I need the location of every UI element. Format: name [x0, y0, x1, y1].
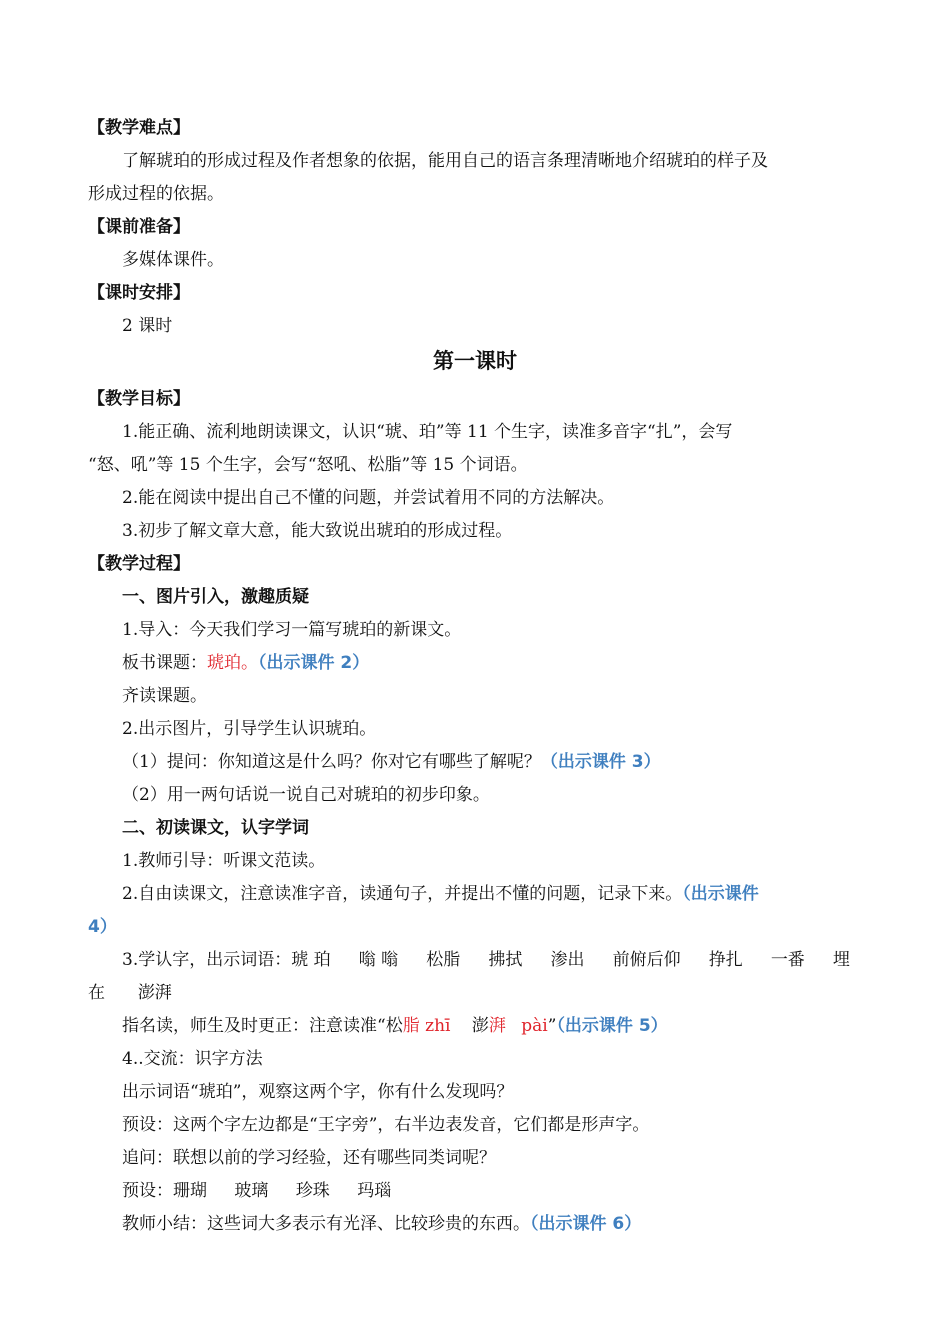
- board-title: 琥珀。: [207, 653, 258, 673]
- word: 挣扎: [708, 950, 743, 970]
- section-2-p4-e: [122, 1213, 641, 1235]
- difficulty-heading: 【教学难点】: [88, 118, 190, 138]
- section-1-read: 齐读课题。: [122, 686, 207, 706]
- pron-suffix: ”: [547, 1016, 557, 1036]
- word: 前俯后仰: [612, 950, 681, 970]
- courseware-ref-4-part1: （出示课件: [682, 884, 759, 904]
- section-1-q2: （2）用一两句话说一说自己对琥珀的初步印象。: [122, 785, 490, 805]
- lesson-title: 第一课时: [433, 349, 517, 373]
- courseware-ref-2: （出示课件 2）: [258, 653, 370, 673]
- section-1-intro: 1.导入：今天我们学习一篇写琥珀的新课文。: [122, 620, 462, 640]
- board-prefix: 板书课题：: [122, 653, 207, 673]
- goal-1-line1: 1.能正确、流利地朗读课文，认识“琥、珀”等 11 个生字，读准多音字“扎”，会写: [122, 422, 733, 442]
- prep-heading: 【课前准备】: [88, 217, 190, 237]
- section-2-p4: 4..交流：识字方法: [122, 1049, 263, 1069]
- pron-pinyin-1: zhī: [425, 1016, 451, 1036]
- section-2-p2: [122, 883, 759, 905]
- section-2-p1: 1.教师引导：听课文范读。: [122, 851, 326, 871]
- word: 玛瑙: [357, 1181, 392, 1201]
- courseware-ref-3: （出示课件 3）: [540, 752, 661, 772]
- section-1-board: [122, 652, 369, 674]
- pron-pinyin-2: pài: [521, 1016, 548, 1036]
- schedule-heading: 【课时安排】: [88, 283, 190, 303]
- word: 玻璃: [234, 1181, 269, 1201]
- section-1-q1: [122, 751, 661, 773]
- goal-1-line2: “怒、吼”等 15 个生字，会写“怒吼、松脂”等 15 个词语。: [88, 455, 528, 475]
- word: 埋: [832, 950, 850, 970]
- section-2-p3: [122, 949, 850, 971]
- courseware-ref-4-part2: 4）: [88, 917, 117, 937]
- word: 珍珠: [295, 1181, 330, 1201]
- section-2-p4-d: [122, 1180, 391, 1202]
- section-2-p4-a: 出示词语“琥珀”，观察这两个字，你有什么发现吗？: [122, 1082, 514, 1102]
- word: 在: [88, 983, 105, 1003]
- section-2-heading: 二、初读课文，认字学词: [122, 818, 309, 838]
- difficulty-text-line2: 形成过程的依据。: [88, 184, 224, 204]
- schedule-text: 2 课时: [122, 316, 173, 336]
- goal-2: 2.能在阅读中提出自己不懂的问题，并尝试着用不同的方法解决。: [122, 488, 615, 508]
- p2-text: 2.自由读课文，注意读准字音，读通句子，并提出不懂的问题，记录下来。: [122, 884, 683, 904]
- word: 澎湃: [137, 983, 172, 1003]
- pron-char-1: 脂: [402, 1016, 420, 1036]
- section-2-p4-b: 预设：这两个字左边都是“王字旁”，右半边表发音，它们都是形声字。: [122, 1115, 650, 1135]
- word: 琥 珀: [291, 950, 331, 970]
- word: 松脂: [426, 950, 461, 970]
- word: 拂拭: [488, 950, 523, 970]
- goals-heading: 【教学目标】: [88, 389, 190, 409]
- p3-prefix: 3.学认字，出示词语：: [122, 950, 292, 970]
- section-2-pronunciation: [122, 1015, 668, 1037]
- word-list-line2: [88, 982, 172, 1004]
- pron-prefix: 指名读，师生及时更正：注意读准“松: [122, 1016, 403, 1036]
- word-list-line1: [291, 949, 850, 971]
- pron-char-2: 湃: [488, 1016, 506, 1036]
- section-2-p4-c: 追问：联想以前的学习经验，还有哪些同类词呢？: [122, 1148, 496, 1168]
- section-1-heading: 一、图片引入，激趣质疑: [122, 587, 309, 607]
- prep-text: 多媒体课件。: [122, 250, 224, 270]
- difficulty-text-line1: 了解琥珀的形成过程及作者想象的依据，能用自己的语言条理清晰地介绍琥珀的样子及: [122, 151, 768, 171]
- p4-e-text: 教师小结：这些词大多表示有光泽、比较珍贵的东西。: [122, 1214, 530, 1234]
- word: 一番: [770, 950, 805, 970]
- p4-d-prefix: 预设：: [122, 1181, 173, 1201]
- pron-mid: 澎: [471, 1016, 489, 1036]
- goal-3: 3.初步了解文章大意，能大致说出琥珀的形成过程。: [122, 521, 513, 541]
- word: 嗡 嗡: [358, 950, 399, 970]
- q1-text: （1）提问：你知道这是什么吗？你对它有哪些了解呢？: [122, 752, 541, 772]
- word: 珊瑚: [173, 1181, 207, 1201]
- process-heading: 【教学过程】: [88, 554, 190, 574]
- courseware-ref-6: （出示课件 6）: [530, 1214, 642, 1234]
- word: 渗出: [550, 950, 585, 970]
- courseware-ref-5: （出示课件 5）: [556, 1016, 668, 1036]
- section-1-show: 2.出示图片，引导学生认识琥珀。: [122, 719, 377, 739]
